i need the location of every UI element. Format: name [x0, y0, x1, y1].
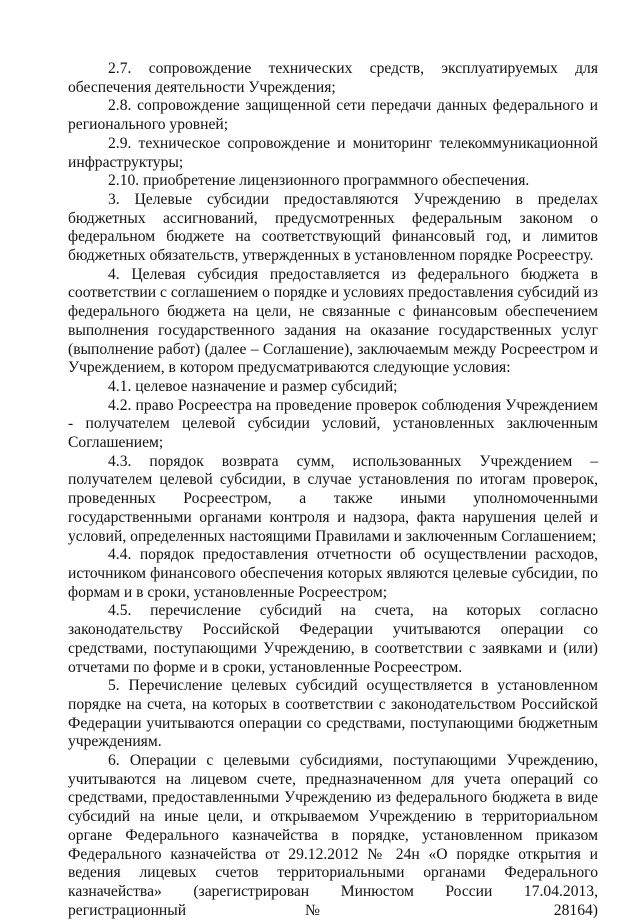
paragraph-2-7: 2.7. сопровождение технических средств, эксплуатируемых для обеспечения деятельности Учреждения; [68, 60, 598, 96]
paragraph-4-3: 4.3. порядок возврата сумм, использованных Учреждением – получателем целевой субсидии, в случае установления по итогам проверок, проведенных Росреестром, а также иными уполномоченными государственными органами контроля и надзора, факта нарушения целей и условий, определенных настоящими Правилами и заключенным Соглашением; [68, 452, 598, 545]
paragraph-2-9: 2.9. техническое сопровождение и мониторинг телекоммуникационной инфраструктуры; [68, 134, 598, 171]
paragraph-6: 6. Операции с целевыми субсидиями, поступающими Учреждению, учитываются на лицевом счете, предназначенном для учета операций со средствами, предоставленными Учреждению из федерального бюджета в виде субсидий на иные цели, и открываемом Учреждению в территориальном органе Федерального казначейства в порядке, установленном приказом Федерального казначейства от 29.12.2012 № 24н «О порядке открытия и ведения лицевых счетов территориальными органами Федерального казначейства» (зарегистрирован Минюстом России 17.04.2013, регистрационный № 28164) [68, 752, 598, 919]
paragraph-4-5: 4.5. перечисление субсидий на счета, на которых согласно законодательству Российской Федерации учитываются операции со средствами, поступающими Учреждению, в соответствии с заявками и (или) отчетами по форме и в сроки, установленные Росреестром. [68, 602, 598, 676]
paragraph-4-4: 4.4. порядок предоставления отчетности об осуществлении расходов, источником финансового обеспечения которых являются целевые субсидии, по формам и в сроки, установленные Росреестром; [68, 546, 598, 601]
paragraph-4: 4. Целевая субсидия предоставляется из федерального бюджета в соответствии с соглашением о порядке и условиях предоставления субсидий из федерального бюджета на цели, не связанные с финансовым обеспечением выполнения государственного задания на оказание государственных услуг (выполнение работ) (далее – Соглашение), заключаемым между Росреестром и Учреждением, в котором предусматриваются следующие условия: [68, 265, 599, 377]
paragraph-4-1: 4.1. целевое назначение и размер субсидий; [108, 377, 398, 395]
paragraph-2-8: 2.8. сопровождение защищенной сети передачи данных федерального и регионального уровней; [68, 97, 598, 134]
paragraph-4-2: 4.2. право Росреестра на проведение проверок соблюдения Учреждением - получателем целевой субсидии условий, установленных заключенным Соглашением; [68, 396, 598, 452]
paragraph-2-10: 2.10. приобретение лицензионного программного обеспечения. [108, 172, 530, 190]
paragraph-3: 3. Целевые субсидии предоставляются Учреждению в пределах бюджетных ассигнований, предусмотренных федеральным законом о федеральном бюджете на соответствующий финансовый год, и лимитов бюджетных обязательств, утвержденных в установленном порядке Росреестру. [68, 190, 598, 265]
paragraph-5: 5. Перечисление целевых субсидий осуществляется в установленном порядке на счета, на которых в соответствии с законодательством Российской Федерации учитываются операции со средствами, поступающими бюджетным учреждениям. [68, 677, 598, 751]
